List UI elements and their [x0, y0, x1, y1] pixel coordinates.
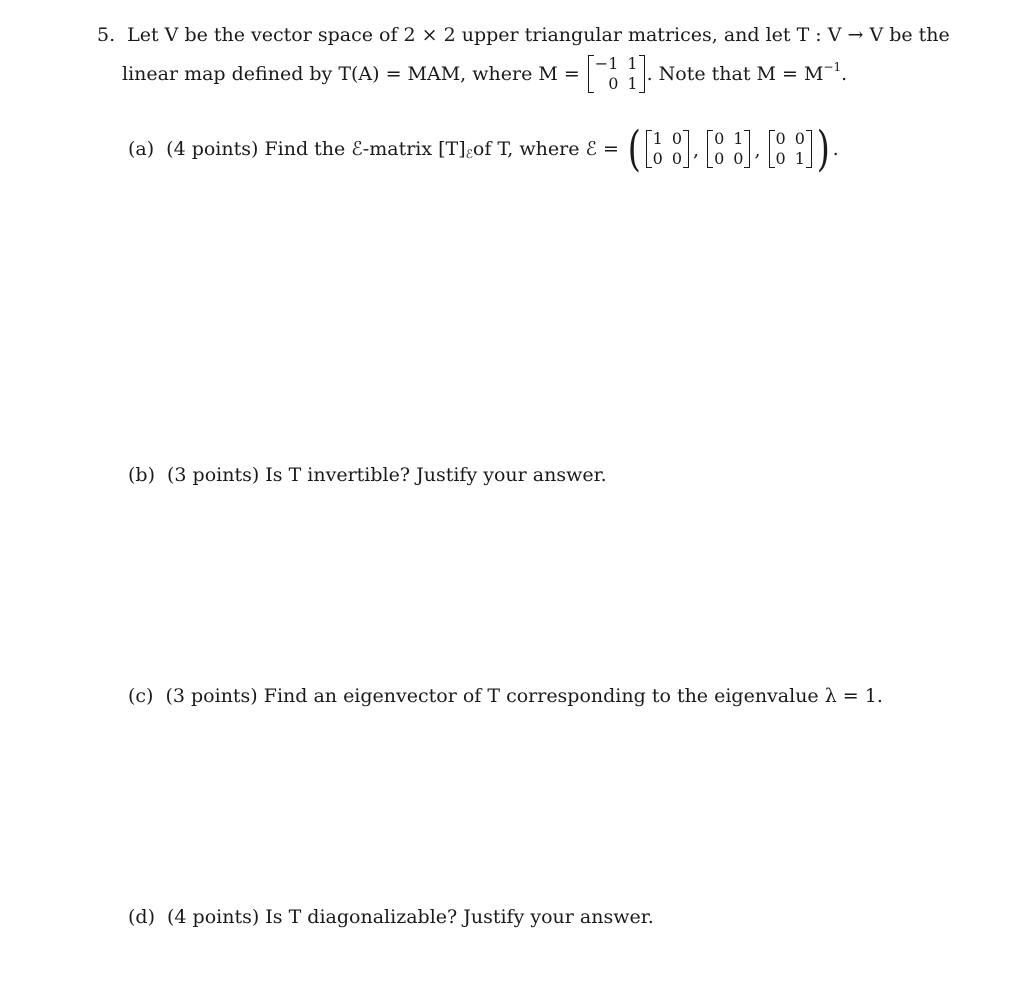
basis-matrix-3	[769, 129, 812, 169]
problem-statement-line-1: Let V be the vector space of 2 × 2 upper triangular matrices, and let T : V → V be the	[127, 24, 950, 46]
part-b-label: (b)	[128, 464, 155, 486]
basis-entry: 0	[714, 149, 725, 168]
basis-matrix-2	[707, 129, 750, 169]
part-c-text: (3 points) Find an eigenvector of T corresponding to the eigenvalue λ = 1.	[165, 685, 883, 707]
matrix-m	[588, 54, 645, 94]
problem-line-1	[97, 24, 950, 46]
basis-entry: 0	[671, 129, 683, 148]
period: .	[832, 138, 839, 160]
part-a-text: (4 points) Find the ℰ-matrix [T]	[166, 138, 466, 160]
problem-statement-line-2: linear map defined by T(A) = MAM, where M =	[122, 63, 580, 85]
basis-entry: 0	[775, 149, 786, 168]
inverse-superscript: −1	[823, 60, 842, 74]
part-a-label: (a)	[128, 138, 155, 160]
basis-entry: 0	[775, 129, 786, 148]
comma: ,	[693, 139, 700, 161]
note-text: . Note that M = M	[646, 63, 824, 85]
right-paren: )	[816, 121, 830, 177]
part-b-text: (3 points) Is T invertible? Justify your answer.	[167, 464, 607, 486]
basis-entry: 0	[671, 149, 683, 168]
basis-entry: 0	[714, 129, 725, 148]
part-d	[128, 906, 654, 928]
part-d-text: (4 points) Is T diagonalizable? Justify your answer.	[167, 906, 654, 928]
problem-line-2	[122, 54, 847, 94]
basis-entry: 0	[794, 129, 805, 148]
comma: ,	[754, 139, 761, 161]
matrix-m-entry: 0	[608, 74, 619, 93]
basis-entry: 1	[652, 129, 663, 148]
part-a-text-mid: of T, where ℰ =	[472, 138, 619, 160]
note-end: .	[841, 63, 848, 85]
basis-entry: 1	[733, 129, 744, 148]
basis-entry: 0	[652, 149, 663, 168]
part-a	[128, 121, 839, 177]
part-d-label: (d)	[128, 906, 155, 928]
part-b	[128, 464, 607, 486]
matrix-m-entry: 1	[627, 74, 638, 93]
basis-matrix-1	[646, 129, 689, 169]
part-a-subscript: ℰ	[465, 147, 473, 161]
basis-entry: 0	[733, 149, 744, 168]
problem-number: 5.	[97, 24, 116, 46]
matrix-m-entry: 1	[627, 54, 638, 73]
left-paren: (	[627, 121, 641, 177]
part-c-label: (c)	[128, 685, 154, 707]
part-c	[128, 685, 883, 707]
matrix-m-entry: −1	[594, 54, 619, 73]
basis-entry: 1	[794, 149, 805, 168]
